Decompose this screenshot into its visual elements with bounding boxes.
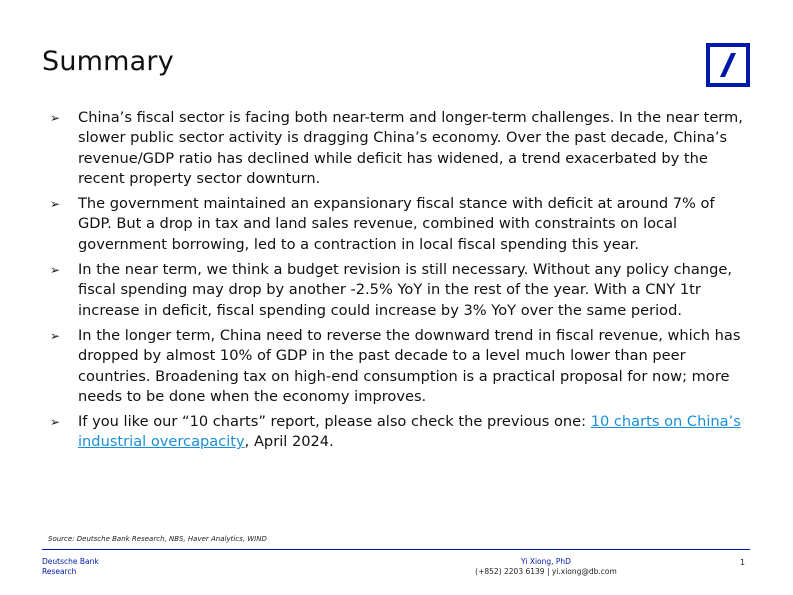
page-title: Summary bbox=[42, 46, 174, 77]
bullet-text: In the longer term, China need to reverse the downward trend in fiscal revenue, which has dropped by almost 10% of GDP in the past decade to a level much lower than peer countries. Broadening tax on high-end consumption is a practical proposal for now; more needs to be done when the economy improves. bbox=[78, 326, 741, 405]
summary-bullet-list bbox=[50, 108, 750, 458]
bullet-text: The government maintained an expansionary fiscal stance with deficit at around 7% of GDP. But a drop in tax and land sales revenue, combined with constraints on local government borrowing, led to a contraction in local fiscal spending this year. bbox=[78, 195, 715, 253]
deutsche-bank-logo-icon bbox=[706, 43, 750, 87]
arrowhead-bullet-icon: ➢ bbox=[50, 415, 61, 430]
footer-org-division: Research bbox=[42, 566, 77, 576]
footer-org-name: Deutsche Bank bbox=[42, 557, 99, 566]
page-number: 1 bbox=[740, 558, 746, 567]
source-note: Source: Deutsche Bank Research, NBS, Haver Analytics, WIND bbox=[48, 535, 267, 543]
list-item bbox=[50, 412, 750, 453]
footer-divider bbox=[42, 549, 750, 550]
arrowhead-bullet-icon: ➢ bbox=[50, 263, 61, 278]
arrowhead-bullet-icon: ➢ bbox=[50, 111, 61, 125]
arrowhead-bullet-icon: ➢ bbox=[50, 328, 61, 343]
previous-report-link[interactable]: 10 charts on China’s industrial overcapacity bbox=[78, 413, 741, 451]
list-item bbox=[50, 108, 750, 189]
footer-author-block bbox=[436, 557, 656, 577]
bullet-text-suffix: , April 2024. bbox=[244, 433, 334, 451]
logo-slash-graphic bbox=[710, 47, 746, 83]
list-item bbox=[50, 194, 750, 255]
arrowhead-bullet-icon: ➢ bbox=[50, 197, 61, 212]
list-item bbox=[50, 260, 750, 321]
author-name: Yi Xiong, PhD bbox=[521, 557, 571, 566]
list-item bbox=[50, 326, 750, 407]
bullet-text: In the near term, we think a budget revision is still necessary. Without any policy change, fiscal spending may drop by another -2.5% YoY in the rest of the year. With a CNY 1tr increase in deficit, fiscal spending could increase by 3% YoY over the same period. bbox=[78, 261, 732, 319]
author-contact: (+852) 2203 6139 | yi.xiong@db.com bbox=[475, 567, 617, 576]
bullet-text: China’s fiscal sector is facing both near-term and longer-term challenges. In the near term, slower public sector activity is dragging China’s economy. Over the past decade, China’s revenue/GDP ratio has declined while deficit has widened, a trend exacerbated by the recent property sector downturn. bbox=[78, 109, 743, 187]
bullet-text-prefix: If you like our “10 charts” report, please also check the previous one: bbox=[78, 413, 591, 431]
footer-organization bbox=[42, 557, 99, 576]
